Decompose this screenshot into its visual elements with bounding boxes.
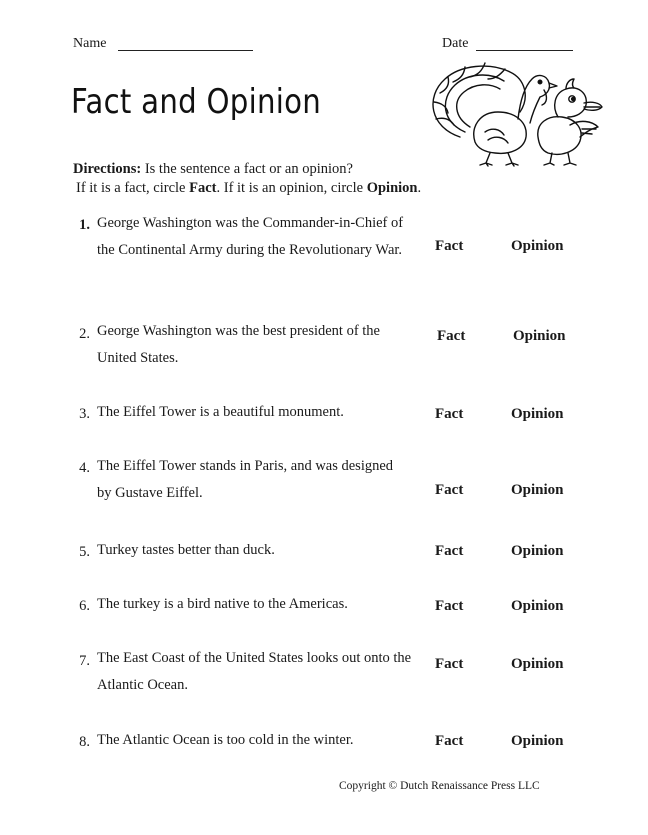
question-text: The Atlantic Ocean is too cold in the winter. <box>97 732 354 748</box>
question-number: 2. <box>79 326 90 342</box>
turkey-duck-illustration <box>420 57 610 167</box>
question-text: The turkey is a bird native to the Americas. <box>97 596 348 612</box>
fact-option[interactable]: Fact <box>435 598 464 614</box>
question-number: 3. <box>79 406 90 422</box>
name-label: Name <box>73 36 107 51</box>
opinion-option[interactable]: Opinion <box>513 328 566 344</box>
opinion-option[interactable]: Opinion <box>511 482 564 498</box>
question-number: 8. <box>79 734 90 750</box>
question-text: The Eiffel Tower stands in Paris, and was designed by Gustave Eiffel. <box>97 458 394 501</box>
opinion-option[interactable]: Opinion <box>511 543 564 559</box>
question-number: 7. <box>79 653 90 669</box>
directions <box>73 160 523 198</box>
question-text: The Eiffel Tower is a beautiful monument. <box>97 404 344 420</box>
question-text: George Washington was the Commander-in-Chief of the Continental Army during the Revolutionary War. <box>97 215 404 258</box>
fact-option[interactable]: Fact <box>435 733 464 749</box>
question-text: Turkey tastes better than duck. <box>97 542 275 558</box>
date-label: Date <box>442 36 469 51</box>
opinion-option[interactable]: Opinion <box>511 598 564 614</box>
fact-option[interactable]: Fact <box>435 482 464 498</box>
name-field[interactable] <box>118 50 253 51</box>
fact-option[interactable]: Fact <box>437 328 466 344</box>
opinion-option[interactable]: Opinion <box>511 238 564 254</box>
question-number: 4. <box>79 460 90 476</box>
page-title: Fact and Opinion <box>71 82 322 122</box>
question-number: 5. <box>79 544 90 560</box>
directions-line-2: If it is a fact, circle Fact. If it is an opinion, circle Opinion. <box>76 180 422 196</box>
question-text: George Washington was the best president of the United States. <box>97 323 380 366</box>
directions-label: Directions: <box>73 161 142 177</box>
fact-option[interactable]: Fact <box>435 406 464 422</box>
opinion-option[interactable]: Opinion <box>511 406 564 422</box>
fact-option[interactable]: Fact <box>435 238 464 254</box>
fact-option[interactable]: Fact <box>435 656 464 672</box>
question-text: The East Coast of the United States looks out onto the Atlantic Ocean. <box>97 650 412 693</box>
question-number: 1. <box>79 217 90 233</box>
question-number: 6. <box>79 598 90 614</box>
fact-option[interactable]: Fact <box>435 543 464 559</box>
date-field[interactable] <box>476 50 573 51</box>
copyright-notice: Copyright © Dutch Renaissance Press LLC <box>339 780 540 792</box>
opinion-option[interactable]: Opinion <box>511 733 564 749</box>
opinion-option[interactable]: Opinion <box>511 656 564 672</box>
directions-line-1: Directions: Is the sentence a fact or an opinion? <box>73 161 353 177</box>
